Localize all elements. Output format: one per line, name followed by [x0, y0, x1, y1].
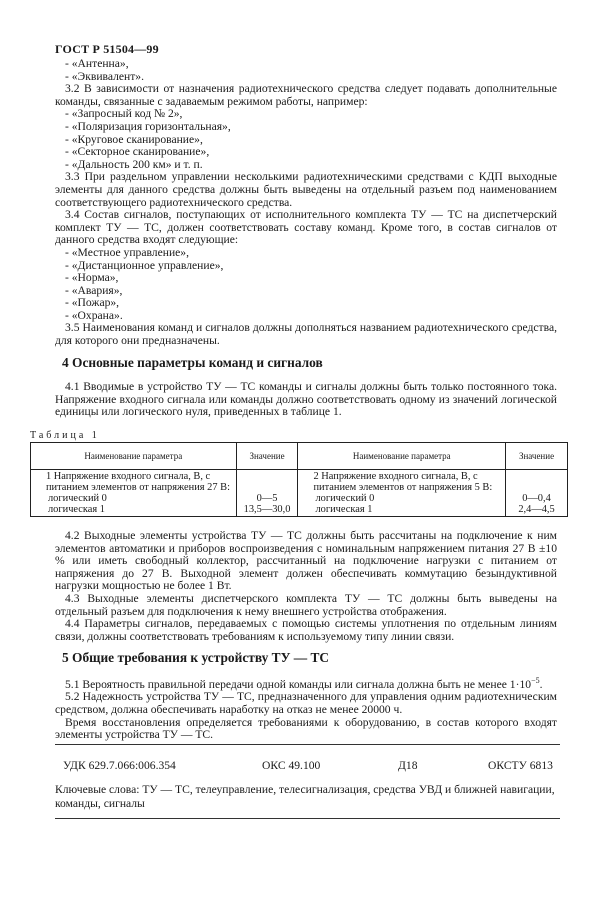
col-header-param: Наименование параметра	[298, 443, 506, 470]
left-param-title: 1 Напряжение входного сигнала, В, с питанием элементов от напряжения 27 В:	[46, 471, 230, 493]
section-4-title: 4 Основные параметры команд и сигналов	[62, 355, 323, 370]
left-param-row2: логическая 1	[48, 504, 105, 515]
right-value-row2: 2,4—4,5	[518, 504, 555, 515]
table-cell-left-value	[236, 470, 298, 517]
list-item: - «Норма»,	[65, 271, 119, 285]
table-cell-left-param	[31, 470, 237, 517]
udk-code: УДК 629.7.066:006.354	[63, 759, 176, 772]
paragraph-restore-time: Время восстановления определяется требованиями к оборудованию, в состав которого входят элементы устройства ТУ — ТС.	[55, 715, 557, 742]
okstu-code: ОКСТУ 6813	[488, 759, 553, 772]
list-item: - «Круговое сканирование»,	[65, 132, 203, 146]
section-5-title: 5 Общие требования к устройству ТУ — ТС	[62, 650, 330, 665]
paragraph-4-2: 4.2 Выходные элементы устройства ТУ — ТС должны быть рассчитаны на подключение к ним элементов автоматики и приборов воспроизведения с номинальным напряжением питания 27 В ±10 % или иметь свободный коллектор, рассчитанный на подключение нагрузки с питанием от напряжения до 27 В. Выходной элемент должен обеспечивать коммутацию безындуктивной нагрузки мощностью не более 1 Вт.	[55, 529, 557, 593]
exponent: −5	[531, 676, 540, 685]
list-item: - «Секторное сканирование»,	[65, 145, 210, 159]
table-caption: Таблица 1	[30, 430, 100, 441]
footer-bottom-divider	[55, 818, 560, 819]
list-item: - «Дистанционное управление»,	[65, 258, 224, 272]
right-param-title: 2 Напряжение входного сигнала, В, с питанием элементов от напряжения 5 В:	[313, 471, 493, 493]
document-header: ГОСТ Р 51504—99	[55, 42, 159, 56]
right-value-row1: 0—0,4	[522, 493, 551, 504]
col-header-value: Значение	[236, 443, 298, 470]
left-param-row1: логический 0	[48, 493, 107, 504]
paragraph-3-4: 3.4 Состав сигналов, поступающих от исполнительного комплекта ТУ — ТС на диспетчерский комплект ТУ — ТС, должен соответствовать составу команд. Кроме того, в состав сигналов от данного средства входят следующие:	[55, 208, 557, 247]
section3-text	[55, 58, 557, 348]
paragraph-5-2: 5.2 Надежность устройства ТУ — ТС, предназначенного для управления одним радиотехническим средством, должна обеспечивать наработку на отказ не менее 20000 ч.	[55, 690, 557, 717]
list-item: - «Охрана».	[65, 308, 123, 322]
table-cell-right-param	[298, 470, 506, 517]
paragraph-4-4: 4.4 Параметры сигналов, передаваемых с помощью системы уплотнения по отдельным линиям связи, должны соответствовать требованиям к используемому типу линии связи.	[55, 617, 557, 643]
section5-text	[55, 675, 557, 742]
col-header-param: Наименование параметра	[31, 443, 237, 470]
paragraph-4-1	[55, 381, 557, 419]
left-value-row2: 13,5—30,0	[243, 504, 291, 515]
col-header-value: Значение	[506, 443, 568, 470]
footer-divider	[55, 744, 560, 745]
paragraph-4-3: 4.3 Выходные элементы диспетчерского комплекта ТУ — ТС должны быть выведены на отдельный разъем для подключения к нему внешнего устройства отображения.	[55, 591, 557, 618]
list-item: - «Поляризация горизонтальная»,	[65, 119, 231, 133]
d-code: Д18	[398, 759, 418, 772]
right-param-row1: логический 0	[315, 493, 375, 504]
left-value-row1: 0—5	[256, 493, 278, 504]
paragraph-5-1-end: .	[539, 677, 543, 691]
list-item: - «Местное управление»,	[65, 245, 189, 259]
list-item: - «Авария»,	[65, 283, 123, 297]
keywords: Ключевые слова: ТУ — ТС, телеуправление, телесигнализация, средства УВД и ближней навигации, команды, сигналы	[55, 783, 555, 810]
right-param-row2: логическая 1	[315, 504, 373, 515]
paragraph-5-1	[55, 675, 557, 691]
section4-text	[55, 530, 557, 643]
table-cell-right-value	[506, 470, 568, 517]
paragraph-5-1-text: 5.1 Вероятность правильной передачи одной команды или сигнала должна быть не менее 1·10	[65, 677, 532, 691]
list-item: - «Запросный код № 2»,	[65, 107, 183, 121]
list-item: - «Дальность 200 км» и т. п.	[65, 157, 203, 171]
paragraph-4-1-text: 4.1 Вводимые в устройство ТУ — ТС команды и сигналы должны быть только постоянного тока. Напряжение входного сигнала или команды должно соответствовать одному из значений логической единицы или логического нуля, приведенных в таблице 1.	[55, 380, 557, 419]
paragraph-3-2: 3.2 В зависимости от назначения радиотехнического средства следует подавать дополнительные команды, связанные с задаваемым режимом работы, например:	[55, 82, 557, 108]
list-item: - «Антенна»,	[65, 57, 129, 70]
paragraph-3-3: 3.3 При раздельном управлении несколькими радиотехническими средствами с КДП выходные элементы для данного средства должны быть выведены на отдельный разъем под наименованием соответствующего радиотехнического средства.	[55, 170, 557, 209]
list-item: - «Эквивалент».	[65, 69, 144, 83]
paragraph-3-5: 3.5 Наименования команд и сигналов должны дополняться названием радиотехнического средства, для которого они предназначены.	[55, 321, 557, 348]
oks-code: ОКС 49.100	[262, 759, 321, 772]
list-item: - «Пожар»,	[65, 296, 120, 310]
table-1	[30, 442, 568, 517]
